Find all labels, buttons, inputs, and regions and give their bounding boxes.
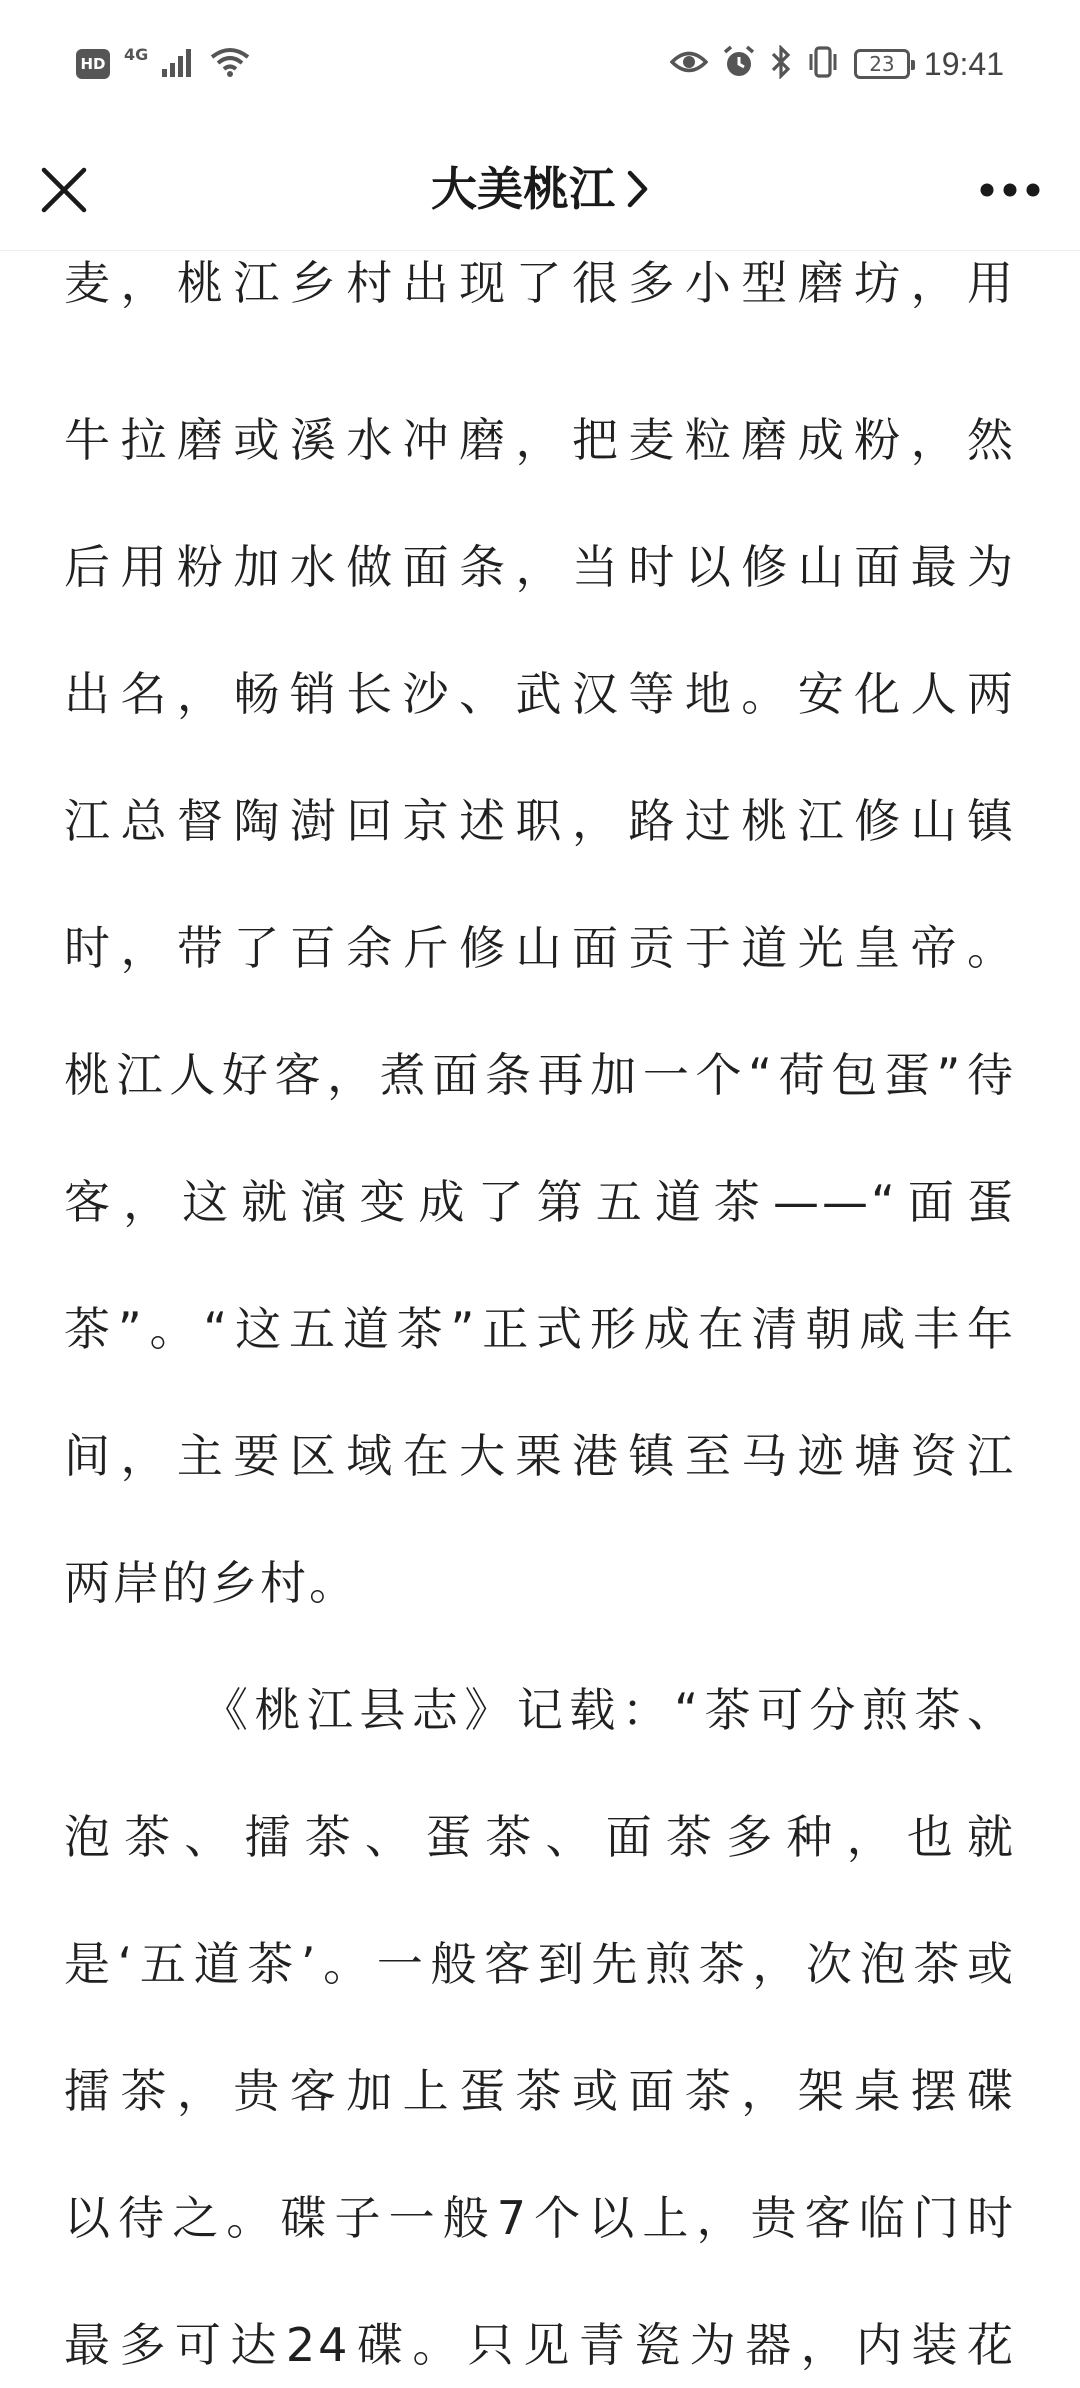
status-bar-right xyxy=(670,42,1004,86)
article-line: 桃江人好客，煮面条再加一个“荷包蛋”待 xyxy=(64,1048,1016,1102)
article-line: 客，这就演变成了第五道茶——“面蛋 xyxy=(64,1175,1016,1229)
clock: 19:41 xyxy=(923,45,1004,82)
chevron-right-icon xyxy=(627,170,649,208)
battery-icon: 23 xyxy=(854,49,910,79)
article-line: 是‘五道茶’。一般客到先煎茶，次泡茶或 xyxy=(64,1937,1016,1991)
article-line: 时，带了百余斤修山面贡于道光皇帝。 xyxy=(64,921,1016,975)
article-line: 江总督陶澍回京述职，路过桃江修山镇 xyxy=(64,794,1016,848)
status-bar xyxy=(0,0,1080,130)
article-line: 最多可达24碟。只见青瓷为器，内装花 xyxy=(64,2318,1016,2372)
nav-bar xyxy=(0,130,1080,251)
wifi-icon xyxy=(210,47,250,81)
article-line: 出名，畅销长沙、武汉等地。安化人两 xyxy=(64,667,1016,721)
article-line: 以待之。碟子一般7个以上，贵客临门时 xyxy=(64,2191,1016,2245)
account-name[interactable]: 大美桃江 xyxy=(431,162,615,216)
status-bar-left xyxy=(76,44,250,84)
article-line: 后用粉加水做面条，当时以修山面最为 xyxy=(64,540,1016,594)
signal-icon xyxy=(162,47,196,81)
article-line: 泡茶、擂茶、蛋茶、面茶多种，也就 xyxy=(64,1810,1016,1864)
article-line: 麦，桃江乡村出现了很多小型磨坊，用 xyxy=(64,256,1016,310)
more-horizontal-icon xyxy=(979,182,1041,198)
article-line: 茶”。“这五道茶”正式形成在清朝咸丰年 xyxy=(64,1302,1016,1356)
vibrate-icon xyxy=(806,46,840,82)
alarm-icon xyxy=(722,45,756,83)
eye-icon xyxy=(670,47,708,81)
bluetooth-icon xyxy=(770,45,792,83)
article-line: 间，主要区域在大栗港镇至马迹塘资江 xyxy=(64,1429,1016,1483)
article-line: 牛拉磨或溪水冲磨，把麦粒磨成粉，然 xyxy=(64,413,1016,467)
more-button[interactable] xyxy=(970,160,1050,220)
article-line: 《桃江县志》记载：“茶可分煎茶、 xyxy=(202,1683,1016,1737)
article-line: 两岸的乡村。 xyxy=(64,1556,358,1610)
article-body xyxy=(64,250,1016,2388)
hd-icon: HD xyxy=(76,49,110,79)
network-type-label: 4G xyxy=(124,44,149,64)
article-line: 擂茶，贵客加上蛋茶或面茶，架桌摆碟 xyxy=(64,2064,1016,2118)
nav-title[interactable] xyxy=(0,154,1080,224)
